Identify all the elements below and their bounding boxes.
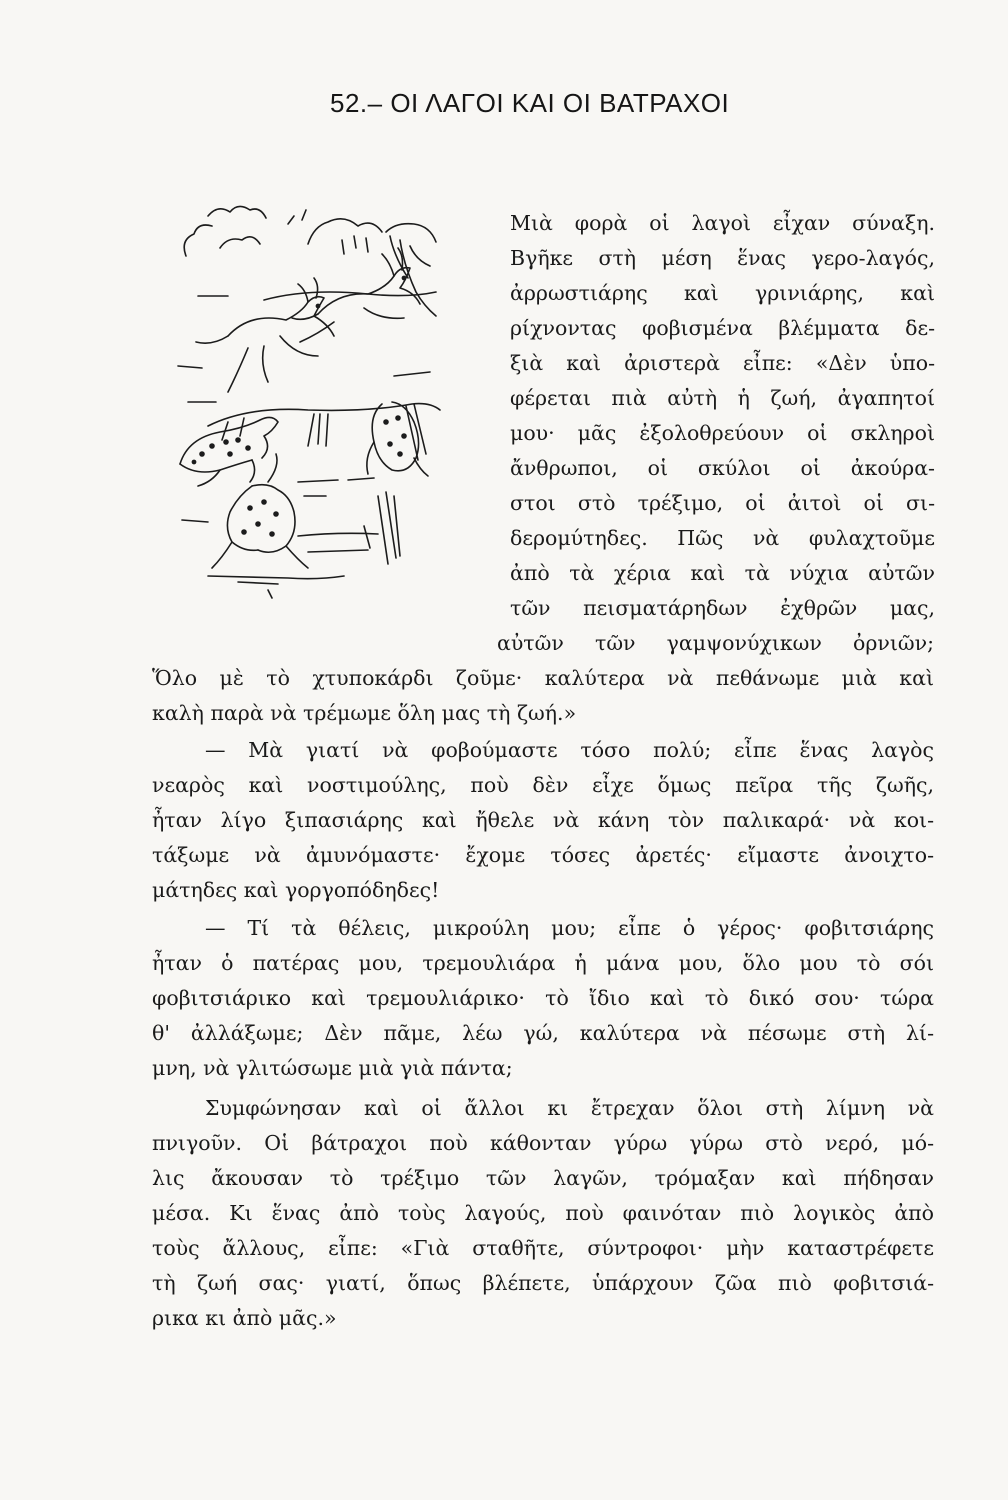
text-line: — Τί τὰ θέλεις, μικρούλη μου; εἶπε ὁ γέρος· φοβιτσιάρης: [205, 916, 934, 940]
text-line: τοὺς ἄλλους, εἶπε: «Γιὰ σταθῆτε, σύντροφοι· μὴν καταστρέφετε: [152, 1236, 934, 1260]
text-line: αὐτῶν τῶν γαμψονύχικων ὀρνιῶν;: [497, 631, 934, 655]
text-line: ρίχνοντας φοβισμένα βλέμματα δε-: [510, 316, 935, 340]
text-line: Συμφώνησαν καὶ οἱ ἄλλοι κι ἔτρεχαν ὅλοι στὴ λίμνη νὰ: [205, 1096, 934, 1120]
text-line: λις ἄκουσαν τὸ τρέξιμο τῶν λαγῶν, τρόμαξαν καὶ πήδησαν: [152, 1166, 934, 1190]
text-line: φέρεται πιὰ αὐτὴ ἡ ζωή, ἀγαπητοί: [510, 386, 935, 410]
text-line: δερομύτηδες. Πῶς νὰ φυλαχτοῦμε: [510, 526, 935, 550]
text-line: μου· μᾶς ἐξολοθρεύουν οἱ σκληροὶ: [510, 421, 935, 445]
text-line: μάτηδες καὶ γοργοπόδηδες!: [152, 878, 440, 902]
text-line: ἄνθρωποι, οἱ σκύλοι οἱ ἀκούρα-: [510, 456, 935, 480]
frog-drawing: [212, 454, 308, 568]
text-line: ἦταν ὁ πατέρας μου, τρεμουλιάρα ἡ μάνα μου, ὅλο μου τὸ σόι: [152, 951, 934, 975]
text-line: — Μὰ γιατί νὰ φοβούμαστε τόσο πολύ; εἶπε ἕνας λαγὸς: [205, 738, 934, 762]
text-line: ρικα κι ἀπὸ μᾶς.»: [152, 1306, 337, 1330]
text-line: Μιὰ φορὰ οἱ λαγοὶ εἶχαν σύναξη.: [510, 211, 935, 235]
text-line: τῶν πεισματάρηδων ἐχθρῶν μας,: [510, 596, 935, 620]
text-line: στοι στὸ τρέξιμο, οἱ ἀιτοὶ οἱ σι-: [510, 491, 935, 515]
text-line: ξιὰ καὶ ἀριστερὰ εἶπε: «Δὲν ὑπο-: [510, 351, 935, 375]
text-line: τὴ ζωή σας· γιατί, ὅπως βλέπετε, ὑπάρχουν ζῶα πιὸ φοβιτσιά-: [152, 1271, 934, 1295]
text-line: νεαρὸς καὶ νοστιμούλης, ποὺ δὲν εἶχε ὅμως πεῖρα τῆς ζωῆς,: [152, 773, 934, 797]
pond-bank-drawing: [208, 404, 440, 460]
text-line: πνιγοῦν. Οἱ βάτραχοι ποὺ κάθονταν γύρω γύρω στὸ νερό, μό-: [152, 1131, 934, 1155]
text-line: ἀρρωστιάρης καὶ γρινιάρης, καὶ: [510, 281, 935, 305]
text-line: μέσα. Κι ἕνας ἀπὸ τοὺς λαγούς, ποὺ φαινόταν πιὸ λογικὸς ἀπὸ: [152, 1201, 934, 1225]
hill-lines-drawing: [178, 292, 436, 402]
text-line: καλὴ παρὰ νὰ τρέμωμε ὅλη μας τὴ ζωή.»: [152, 701, 577, 725]
text-line: Ὅλο μὲ τὸ χτυποκάρδι ζοῦμε· καλύτερα νὰ πεθάνωμε μιὰ καὶ: [152, 666, 934, 690]
text-line: τάξωμε νὰ ἀμυνόμαστε· ἔχομε τόσες ἀρετές· εἴμαστε ἀνοιχτο-: [152, 843, 934, 867]
text-line: ἀπὸ τὰ χέρια καὶ τὰ νύχια αὐτῶν: [510, 561, 935, 585]
text-line: φοβιτσιάρικο καὶ τρεμουλιάρικο· τὸ ἴδιο καὶ τὸ δικό σου· τώρα: [152, 986, 934, 1010]
text-line: θ' ἀλλάξωμε; Δὲν πᾶμε, λέω γώ, καλύτερα νὰ πέσωμε στὴ λί-: [152, 1021, 934, 1045]
text-line: Βγῆκε στὴ μέση ἕνας γερο-λαγός,: [510, 246, 935, 270]
frog-drawing: [367, 402, 428, 476]
hares-and-frogs-illustration: [168, 196, 468, 606]
text-line: μνη, νὰ γλιτώσωμε μιὰ γιὰ πάντα;: [152, 1056, 513, 1080]
page-title: 52.– ΟΙ ΛΑΓΟΙ ΚΑΙ ΟΙ ΒΑΤΡΑΧΟΙ: [330, 88, 730, 118]
text-line: ἦταν λίγο ξιπασιάρης καὶ ἤθελε νὰ κάνη τὸν παλικαρά· νὰ κοι-: [152, 808, 934, 832]
frog-drawing: [180, 417, 278, 486]
